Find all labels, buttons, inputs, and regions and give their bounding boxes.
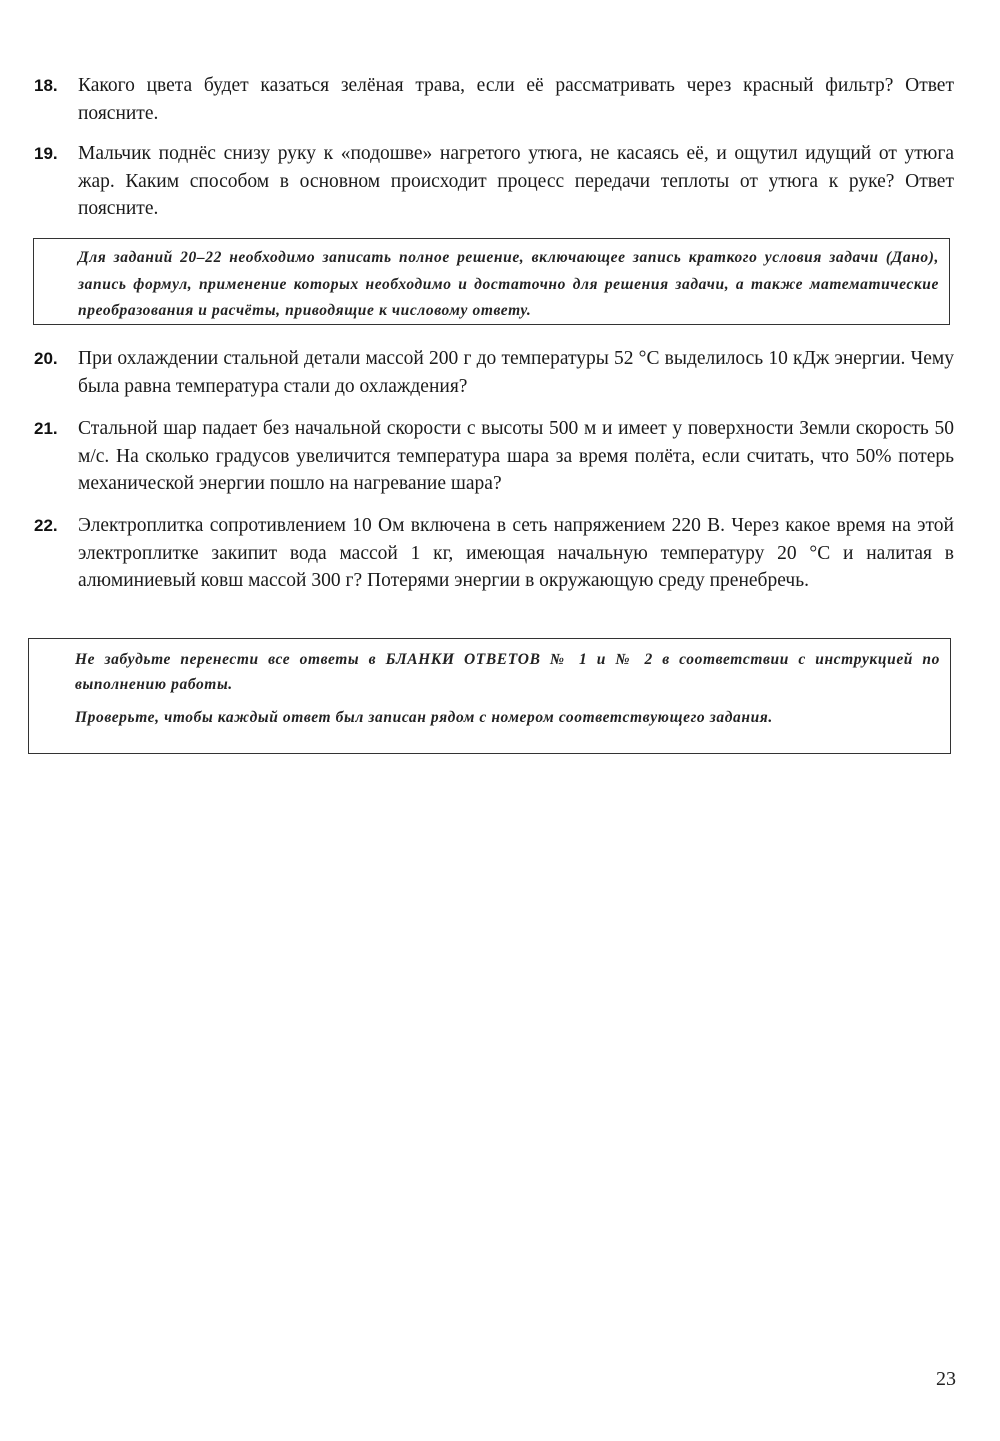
task-20 [34, 345, 954, 400]
task-number: 21. [34, 419, 58, 438]
task-text: Какого цвета будет казаться зелёная трава, если её рассматривать через красный фильтр? Ответ поясните. [78, 75, 954, 124]
answer-sheet-reminder-box [28, 638, 951, 754]
task-number: 18. [34, 76, 58, 95]
task-19 [34, 140, 954, 223]
task-22 [34, 512, 954, 595]
solution-instruction-text: Для заданий 20–22 необходимо записать полное решение, включающее запись краткого условия задачи (Дано), запись формул, применение которых необходимо и достаточно для решения задачи, а также математические преобразования и расчёты, приводящие к числовому ответу. [78, 249, 939, 319]
task-21 [34, 415, 954, 498]
task-text: Электроплитка сопротивлением 10 Ом включена в сеть напряжением 220 В. Через какое время на этой электроплитке закипит вода массой 1 кг, имеющая начальную температуру 20 °С и налитая в алюминиевый ковш массой 300 г? Потерями энергии в окружающую среду пренебречь. [78, 515, 954, 591]
task-18 [34, 72, 954, 127]
task-number: 22. [34, 516, 58, 535]
reminder-transfer-text: Не забудьте перенести все ответы в БЛАНКИ ОТВЕТОВ № 1 и № 2 в соответствии с инструкцией по выполнению работы. [75, 651, 940, 693]
reminder-check-text: Проверьте, чтобы каждый ответ был записан рядом с номером соответствующего задания. [75, 709, 773, 726]
task-text: Стальной шар падает без начальной скорости с высоты 500 м и имеет у поверхности Земли скорость 50 м/с. На сколько градусов увеличится температура шара за время полёта, если считать, что 50% потерь механической энергии пошло на нагревание шара? [78, 418, 954, 494]
task-text: Мальчик поднёс снизу руку к «подошве» нагретого утюга, не касаясь её, и ощутил идущий от утюга жар. Каким способом в основном происходит процесс передачи теплоты от утюга к руке? Ответ поясните. [78, 143, 954, 219]
page-number: 23 [936, 1368, 956, 1390]
solution-instruction-box [33, 238, 950, 325]
task-number: 19. [34, 144, 58, 163]
task-text: При охлаждении стальной детали массой 200 г до температуры 52 °С выделилось 10 кДж энергии. Чему была равна температура стали до охлаждения? [78, 348, 954, 397]
task-number: 20. [34, 349, 58, 368]
